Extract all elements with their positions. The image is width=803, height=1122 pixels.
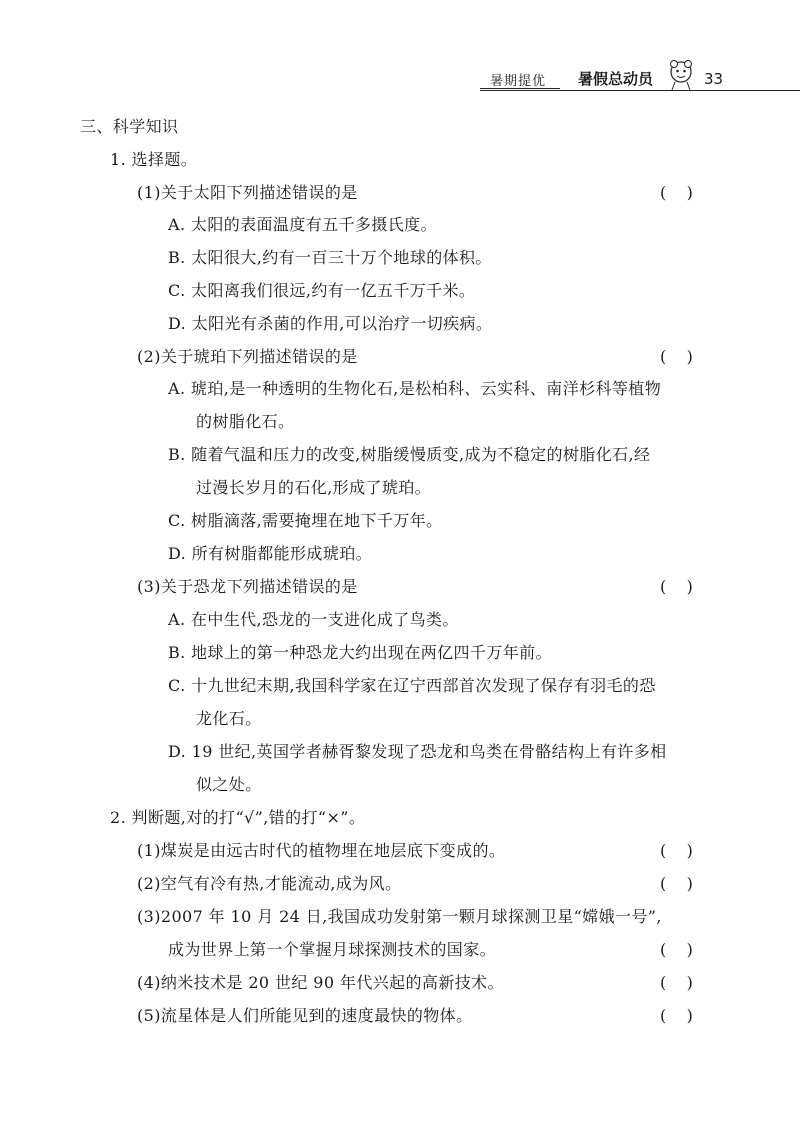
option-c: C. 树脂滴落,需要掩埋在地下千万年。: [168, 511, 443, 530]
option-a-cont: 的树脂化石。: [196, 412, 295, 431]
option-d: D. 太阳光有杀菌的作用,可以治疗一切疾病。: [168, 314, 493, 333]
answer-blank[interactable]: ( ): [660, 183, 693, 202]
option-d-cont: 似之处。: [196, 775, 262, 794]
cartoon-mascot-icon: [666, 58, 696, 92]
option-c-cont: 龙化石。: [196, 709, 262, 728]
option-b: B. 随着气温和压力的改变,树脂缓慢质变,成为不稳定的树脂化石,经: [168, 445, 651, 464]
option-a: A. 在中生代,恐龙的一支进化成了鸟类。: [168, 610, 459, 629]
option-d: D. 所有树脂都能形成琥珀。: [168, 544, 373, 563]
header-brand: 暑假总动员: [578, 70, 654, 88]
option-b: B. 太阳很大,约有一百三十万个地球的体积。: [168, 248, 492, 267]
option-a: A. 太阳的表面温度有五千多摄氏度。: [168, 215, 437, 234]
option-b-cont: 过漫长岁月的石化,形成了琥珀。: [196, 478, 432, 497]
q1-item-3-stem: (3)关于恐龙下列描述错误的是: [137, 577, 358, 596]
q2-item-3: (3)2007 年 10 月 24 日,我国成功发射第一颗月球探测卫星“嫦娥一号”,: [137, 907, 662, 926]
answer-blank[interactable]: ( ): [660, 973, 693, 992]
option-d: D. 19 世纪,英国学者赫胥黎发现了恐龙和鸟类在骨骼结构上有许多相: [168, 742, 667, 761]
answer-blank[interactable]: ( ): [660, 940, 693, 959]
header-rule-short: [480, 88, 560, 89]
answer-blank[interactable]: ( ): [660, 874, 693, 893]
question-2-label: 2. 判断题,对的打“√”,错的打“×”。: [110, 808, 366, 827]
section-title: 三、科学知识: [80, 117, 179, 136]
option-c: C. 十九世纪末期,我国科学家在辽宁西部首次发现了保存有羽毛的恐: [168, 676, 656, 695]
option-b: B. 地球上的第一种恐龙大约出现在两亿四千万年前。: [168, 643, 552, 662]
option-a: A. 琥珀,是一种透明的生物化石,是松柏科、云实科、南洋杉科等植物: [168, 379, 662, 398]
answer-blank[interactable]: ( ): [660, 1006, 693, 1025]
answer-blank[interactable]: ( ): [660, 577, 693, 596]
q1-item-2-stem: (2)关于琥珀下列描述错误的是: [137, 347, 358, 366]
q2-item-5: (5)流星体是人们所能见到的速度最快的物体。: [137, 1006, 473, 1025]
page-number: 33: [704, 70, 724, 88]
q1-item-1-stem: (1)关于太阳下列描述错误的是: [137, 183, 358, 202]
q2-item-3-cont: 成为世界上第一个掌握月球探测技术的国家。: [168, 940, 497, 959]
q2-item-4: (4)纳米技术是 20 世纪 90 年代兴起的高新技术。: [137, 973, 504, 992]
header-tag: 暑期提优: [490, 74, 547, 89]
option-c: C. 太阳离我们很远,约有一亿五千万千米。: [168, 281, 476, 300]
q2-item-2: (2)空气有冷有热,才能流动,成为风。: [137, 874, 402, 893]
page-header: [470, 66, 800, 96]
answer-blank[interactable]: ( ): [660, 841, 693, 860]
q2-item-1: (1)煤炭是由远古时代的植物埋在地层底下变成的。: [137, 841, 506, 860]
header-rule: [480, 90, 800, 91]
question-1-label: 1. 选择题。: [110, 150, 198, 169]
answer-blank[interactable]: ( ): [660, 347, 693, 366]
